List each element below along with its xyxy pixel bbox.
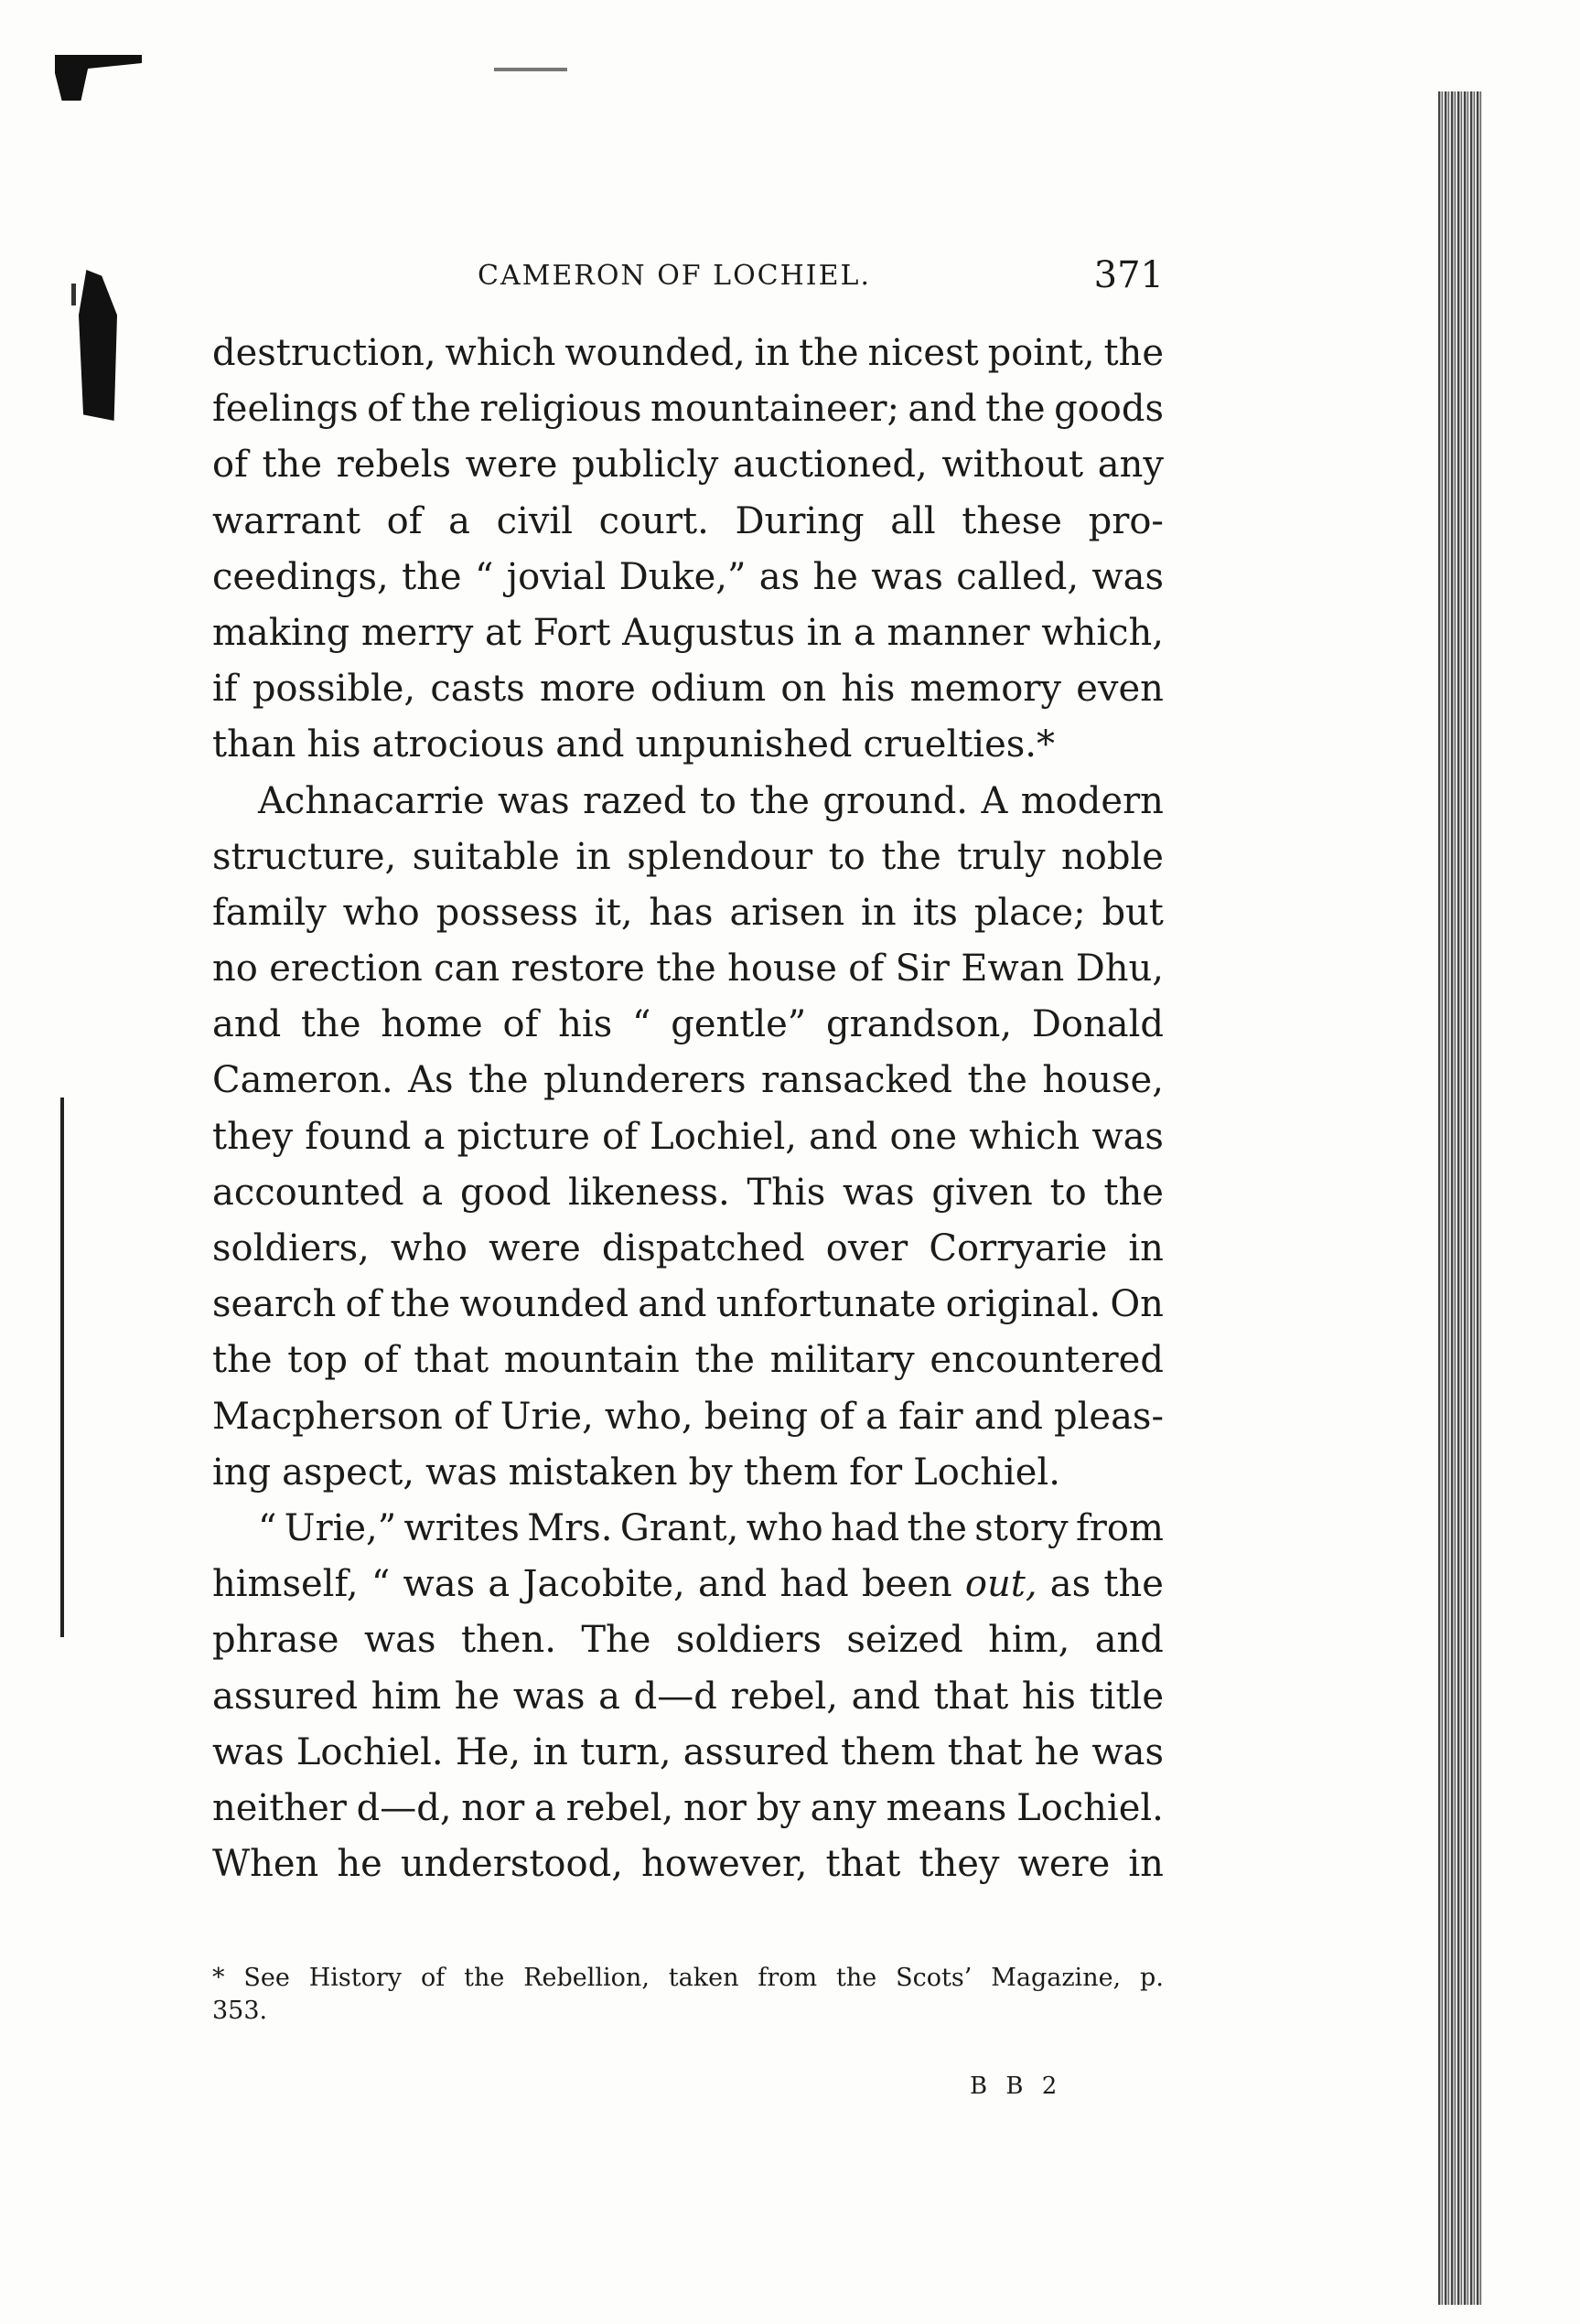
scan-artifact-bar [79,270,117,421]
body-line: soldiers, who were dispatched over Corryarie in [212,1227,1164,1269]
body-line: no erection can restore the house of Sir Ewan Dhu, [212,948,1164,991]
body-line: they found a picture of Lochiel, and one which was [212,1115,1164,1158]
page-header [212,254,1164,300]
scan-artifact-top [494,68,567,71]
body-line: warrant of a civil court. During all these pro- [212,499,1164,542]
body-line: was Lochiel. He, in turn, assured them that he was [212,1730,1164,1773]
body-line: accounted a good likeness. This was given to the [212,1171,1164,1214]
signature-mark: B B 2 [970,2072,1063,2100]
footnote [212,1962,1164,2028]
body-line: if possible, casts more odium on his memory even [212,668,1164,711]
scan-artifact-tick [71,284,76,305]
body-line: ing aspect, was mistaken by them for Lochiel. [212,1451,1060,1494]
body-line: of the rebels were publicly auctioned, without any [212,444,1164,487]
scan-artifact-line [60,1098,64,1637]
page-number: 371 [1093,254,1164,296]
footnote-line: 353. [212,1997,268,2025]
running-head: CAMERON OF LOCHIEL. [478,260,871,292]
body-line: structure, suitable in splendour to the truly noble [212,835,1164,878]
body-line: phrase was then. The soldiers seized him, and [212,1619,1164,1662]
body-line: making merry at Fort Augustus in a manner which, [212,611,1164,654]
body-line: Macpherson of Urie, who, being of a fair and pleas- [212,1395,1164,1438]
body-line: When he understood, however, that they were in [212,1843,1164,1886]
footnote-line: * See History of the Rebellion, taken from the Scots’ Magazine, p. [212,1964,1164,1992]
body-line: destruction, which wounded, in the nicest point, the [212,332,1164,374]
body-line: family who possess it, has arisen in its place; but [212,891,1164,934]
body-line: “ Urie,” writes Mrs. Grant, who had the story from [258,1506,1164,1549]
body-line: than his atrocious and unpunished cruelties.* [212,723,1056,766]
body-line: search of the wounded and unfortunate original. On [212,1283,1164,1326]
body-line: Cameron. As the plunderers ransacked the house, [212,1059,1164,1102]
body-line: ceedings, the “ jovial Duke,” as he was called, was [212,555,1164,598]
body-line: neither d—d, nor a rebel, nor by any means Lochiel. [212,1786,1164,1829]
body-line: himself, “ was a Jacobite, and had been out, as the [212,1563,1164,1606]
body-line: and the home of his “ gentle” grandson, Donald [212,1003,1164,1046]
page-binding-edge [1438,91,1482,2305]
body-line: assured him he was a d—d rebel, and that his title [212,1675,1164,1718]
body-text [212,326,1164,1892]
body-line: feelings of the religious mountaineer; and the goods [212,388,1164,431]
body-line: the top of that mountain the military encountered [212,1339,1164,1382]
body-line: Achnacarrie was razed to the ground. A modern [258,779,1164,822]
scan-artifact-corner [55,55,142,101]
